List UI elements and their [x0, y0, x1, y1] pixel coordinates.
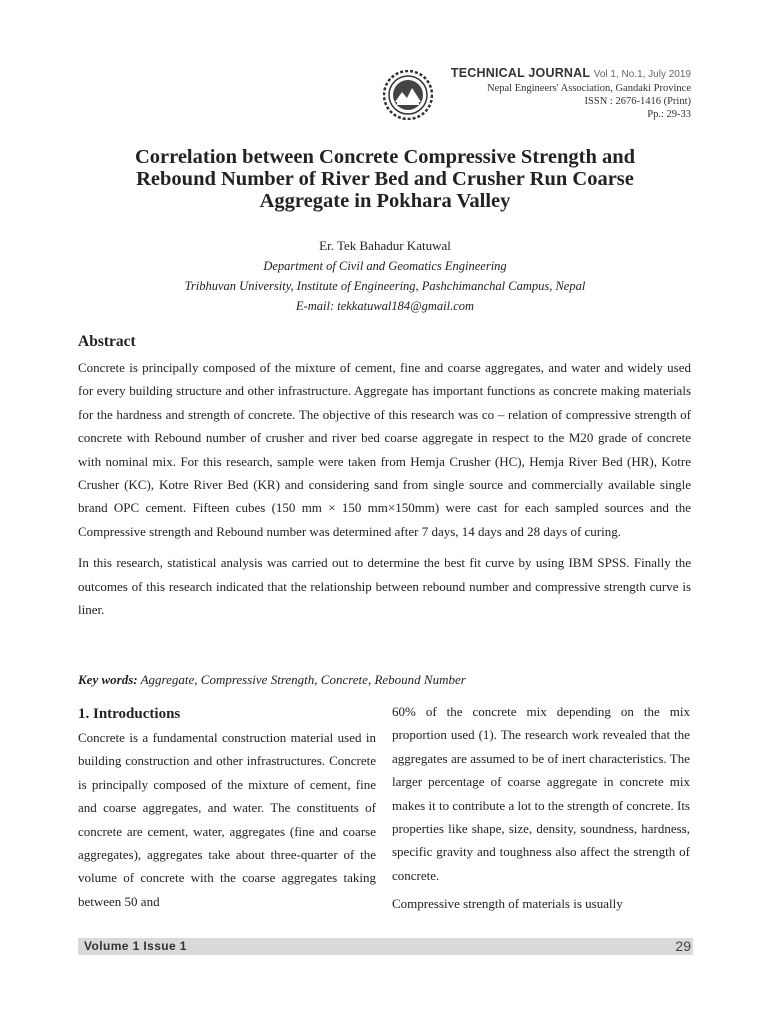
- journal-masthead: [383, 66, 691, 128]
- paper-title-line-3: Aggregate in Pokhara Valley: [259, 190, 511, 212]
- author-block: [60, 236, 710, 316]
- intro-right-column: [392, 700, 690, 921]
- abstract-body: [78, 356, 691, 629]
- intro-right-paragraph-2: Compressive strength of materials is usually: [392, 896, 623, 912]
- abstract-paragraph-2: In this research, statistical analysis was carried out to determine the best fit curve by using IBM SPSS. Finally the outcomes of this research indicated that the relationship between rebound number and compressive strength curve is liner.: [78, 555, 691, 618]
- page-footer: [78, 938, 693, 955]
- intro-left-clip: [78, 726, 376, 956]
- journal-title-line: [451, 66, 691, 82]
- author-department: Department of Civil and Geomatics Engineering: [263, 259, 507, 273]
- journal-pages: Pp.: 29-33: [647, 109, 691, 120]
- journal-association: Nepal Engineers' Association, Gandaki Province: [487, 83, 691, 94]
- keywords-label: Key words:: [78, 672, 138, 687]
- association-seal-icon: [383, 70, 433, 120]
- author-email: E-mail: tekkatuwal184@gmail.com: [295, 299, 475, 313]
- intro-left-paragraph: Concrete is a fundamental construction material used in building construction and other infrastructures. Concrete is principally composed of the mixture of cement, fine and coarse aggregates, and water. The constituents of concrete are cement, water, aggregates (fine and coarse aggregates), aggregates take about three-quarter of the volume of concrete with the coarse aggregates taking between 50 and: [78, 730, 376, 909]
- intro-heading: 1. Introductions: [78, 706, 181, 722]
- author-name: Er. Tek Bahadur Katuwal: [319, 238, 451, 253]
- keywords-list: Aggregate, Compressive Strength, Concrete, Rebound Number: [137, 672, 466, 687]
- keywords-line: [78, 670, 691, 690]
- abstract-heading: Abstract: [78, 333, 136, 350]
- intro-left-column: [78, 703, 376, 956]
- footer-volume-issue: Volume 1 Issue 1: [84, 939, 187, 953]
- journal-volume-info: Vol 1, No.1, July 2019: [593, 69, 691, 80]
- paper-title: [60, 146, 710, 212]
- abstract-paragraph-1: Concrete is principally composed of the mixture of cement, fine and coarse aggregates, and water and widely used for every building structure and other infrastructure. Aggregate has important functions as concrete making materials for the hardness and strength of concrete. The objective of this research was co – relation of compressive strength of concrete with Rebound number of crusher and river bed coarse aggregate in respect to the M20 grade of concrete with nominal mix. For this research, sample were taken from Hemja Crusher (HC), Hemja River Bed (HR), Kotre Crusher (KC), Kotre River Bed (KR) and considering sand from single source and commercially available single brand OPC cement. Fifteen cubes (150 mm × 150 mm×150mm) were cast for each sampled sources and the Compressive strength and Rebound number was determined after 7 days, 14 days and 28 days of curing.: [78, 360, 691, 539]
- author-institution: Tribhuvan University, Institute of Engineering, Pashchimanchal Campus, Nepal: [184, 279, 586, 293]
- page-number: 29: [675, 938, 691, 954]
- paper-title-line-2: Rebound Number of River Bed and Crusher Run Coarse: [136, 168, 634, 190]
- intro-right-paragraph-1: 60% of the concrete mix depending on the mix proportion used (1). The research work revealed that the aggregates are assumed to be of inert characteristics. The larger percentage of coarse aggregate in concrete mix makes it to contribute a lot to the strength of concrete. Its properties like shape, size, density, soundness, hardness, specific gravity and toughness also affect the strength of concrete.: [392, 704, 690, 883]
- journal-issn: ISSN : 2676-1416 (Print): [584, 96, 691, 107]
- paper-title-line-1: Correlation between Concrete Compressive Strength and: [134, 146, 636, 168]
- masthead-text: [451, 66, 691, 121]
- journal-name: TECHNICAL JOURNAL: [450, 66, 591, 80]
